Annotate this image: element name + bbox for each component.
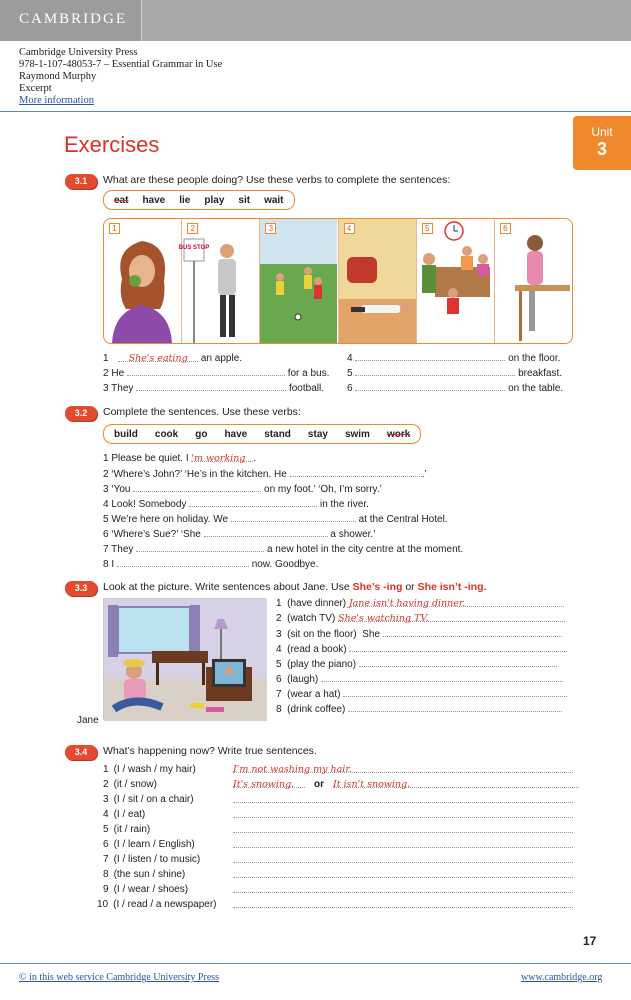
answer-blank[interactable] bbox=[127, 367, 285, 376]
line-number: 1 bbox=[103, 764, 109, 775]
picture-3 bbox=[260, 219, 338, 343]
ex1-line-1 bbox=[103, 352, 242, 364]
answer-blank[interactable] bbox=[233, 869, 573, 878]
ex2-line-4 bbox=[103, 498, 369, 510]
exercise-badge: 3.4 bbox=[65, 745, 97, 760]
sentence-text: on the floor. bbox=[508, 353, 561, 364]
ex4-line bbox=[103, 779, 411, 790]
answer-blank[interactable] bbox=[333, 779, 579, 788]
line-number: 2 bbox=[103, 368, 109, 379]
sample-answer: 'm working bbox=[191, 453, 246, 464]
ex4-line bbox=[103, 884, 188, 895]
verb-box bbox=[103, 424, 421, 444]
answer-blank[interactable] bbox=[233, 824, 573, 833]
prompt-text: (laugh) bbox=[287, 674, 319, 685]
answer-blank[interactable] bbox=[349, 643, 567, 652]
ex3-line-3 bbox=[276, 628, 562, 640]
page-title: Exercises bbox=[64, 132, 160, 157]
line-number: 5 bbox=[276, 659, 282, 670]
football-players-illustration bbox=[260, 219, 337, 343]
jane-scene-illustration bbox=[103, 598, 266, 720]
woman-sitting-on-table-illustration bbox=[495, 219, 572, 343]
line-number: 6 bbox=[103, 529, 109, 540]
ex2-line-3 bbox=[103, 483, 382, 495]
ex2-line-5 bbox=[103, 513, 448, 525]
ex1-line-5 bbox=[347, 367, 562, 379]
exercise-badge: 3.2 bbox=[65, 406, 97, 421]
line-number: 4 bbox=[347, 353, 353, 364]
line-number: 2 bbox=[103, 779, 109, 790]
more-information-link[interactable]: More information bbox=[19, 95, 94, 106]
sample-answer: She's watching TV. bbox=[338, 613, 429, 624]
line-number: 2 bbox=[276, 613, 282, 624]
sentence-text: ‘Where’s Sue?’ ‘She bbox=[111, 529, 201, 540]
picture-5 bbox=[417, 219, 495, 343]
line-number: 8 bbox=[276, 704, 282, 715]
author: Raymond Murphy bbox=[19, 71, 97, 82]
family-breakfast-illustration bbox=[417, 219, 494, 343]
sentence-text: We’re here on holiday. We bbox=[111, 514, 229, 525]
sentence-text: a shower.’ bbox=[330, 529, 376, 540]
line-number: 6 bbox=[276, 674, 282, 685]
ex4-line bbox=[103, 824, 150, 835]
sentence-text: on the table. bbox=[508, 383, 564, 394]
line-number: 3 bbox=[103, 383, 109, 394]
ex4-line bbox=[103, 764, 352, 775]
sentence-text: now. Goodbye. bbox=[251, 559, 319, 570]
prompt-text: (have dinner) bbox=[287, 598, 347, 609]
ex1-line-4 bbox=[347, 352, 560, 364]
answer-blank[interactable] bbox=[355, 382, 505, 391]
sentence-text: He bbox=[111, 368, 125, 379]
prompt-text: (sit on the floor) bbox=[287, 629, 357, 640]
line-number: 5 bbox=[347, 368, 353, 379]
verb-word: work bbox=[386, 428, 411, 440]
verb-word: stand bbox=[264, 428, 291, 440]
sample-answer: I'm not washing my hair. bbox=[233, 764, 352, 775]
living-room-picture bbox=[104, 599, 267, 721]
excerpt-label: Excerpt bbox=[19, 83, 52, 94]
exercise-badge: 3.1 bbox=[65, 174, 97, 189]
picture-2 bbox=[178, 219, 260, 343]
line-number: 8 bbox=[103, 869, 109, 880]
picture-number: 5 bbox=[422, 223, 433, 234]
line-number: 1 bbox=[103, 453, 109, 464]
ex4-line bbox=[103, 809, 145, 820]
question-text: or bbox=[402, 581, 418, 593]
sample-answer: She's eating bbox=[128, 353, 188, 364]
sentence-text: They bbox=[111, 544, 134, 555]
answer-blank[interactable] bbox=[343, 688, 567, 697]
answer-blank[interactable] bbox=[136, 382, 286, 391]
ex1-line-3 bbox=[103, 382, 324, 394]
answer-blank[interactable] bbox=[233, 764, 573, 773]
book-metadata bbox=[19, 47, 222, 107]
sentence-text: Look! Somebody bbox=[111, 499, 187, 510]
verb-word: wait bbox=[264, 194, 284, 206]
answer-blank[interactable] bbox=[355, 367, 515, 376]
line-number: 1 bbox=[276, 598, 282, 609]
ex4-line bbox=[103, 854, 200, 865]
ex3-line-4 bbox=[276, 643, 567, 655]
answer-blank[interactable] bbox=[231, 513, 356, 522]
copyright-link[interactable]: © in this web service Cambridge University Press bbox=[19, 972, 220, 983]
sentence-text: Please be quiet. I bbox=[111, 453, 189, 464]
ex2-line-8 bbox=[103, 558, 318, 570]
exercise-badge: 3.3 bbox=[65, 581, 97, 596]
ex4-line bbox=[103, 794, 194, 805]
answer-blank[interactable] bbox=[233, 794, 573, 803]
ex3-line-2 bbox=[276, 613, 565, 624]
cambridge-logo: CAMBRIDGE bbox=[0, 0, 142, 41]
sentence-text: ‘You bbox=[111, 484, 131, 495]
unit-label: Unit bbox=[591, 125, 613, 139]
sentence-text: in the river. bbox=[319, 499, 369, 510]
prompt-text: (read a book) bbox=[287, 644, 347, 655]
sentence-text: for a bus. bbox=[287, 368, 330, 379]
line-number: 6 bbox=[347, 383, 353, 394]
cambridge-website-link[interactable]: www.cambridge.org bbox=[521, 972, 603, 983]
sentence-text: on my foot.’ ‘Oh, I’m sorry.’ bbox=[264, 484, 382, 495]
sentence-text: . bbox=[253, 453, 257, 464]
sentence-text: ‘Where’s John?’ ‘He’s in the kitchen. He bbox=[111, 469, 287, 480]
picture-4 bbox=[339, 219, 417, 343]
answer-blank[interactable] bbox=[136, 543, 264, 552]
line-number: 5 bbox=[103, 824, 109, 835]
picture-strip bbox=[103, 218, 573, 344]
or-word: or bbox=[314, 779, 324, 790]
prompt-text: (I / read / a newspaper) bbox=[113, 899, 217, 910]
answer-blank[interactable] bbox=[233, 854, 573, 863]
ex1-line-6 bbox=[347, 382, 563, 394]
isbn-title: 978-1-107-48053-7 – Essential Grammar in Use bbox=[19, 59, 223, 70]
picture-number: 6 bbox=[500, 223, 511, 234]
sentence-text: at the Central Hotel. bbox=[358, 514, 448, 525]
verb-word: have bbox=[224, 428, 248, 440]
sentence-text: .’ bbox=[421, 469, 427, 480]
prompt-text: (I / wear / shoes) bbox=[113, 884, 189, 895]
ex4-line bbox=[103, 839, 195, 850]
ex3-line-1 bbox=[276, 598, 564, 609]
header-divider bbox=[0, 111, 631, 112]
line-number: 9 bbox=[103, 884, 109, 895]
picture-1 bbox=[104, 219, 182, 343]
line-number: 5 bbox=[103, 514, 109, 525]
prompt-text: (it / rain) bbox=[113, 824, 151, 835]
ex4-line bbox=[97, 899, 217, 910]
man-lying-on-floor-illustration bbox=[339, 219, 416, 343]
answer-blank[interactable] bbox=[383, 628, 562, 637]
line-number: 7 bbox=[276, 689, 282, 700]
sample-answer: It isn't snowing. bbox=[333, 779, 411, 790]
prompt-text: (I / listen / to music) bbox=[113, 854, 201, 865]
line-number: 3 bbox=[103, 794, 109, 805]
line-number: 6 bbox=[103, 839, 109, 850]
sentence-text: an apple. bbox=[200, 353, 243, 364]
prompt-text: (wear a hat) bbox=[287, 689, 341, 700]
prompt-text: (I / learn / English) bbox=[113, 839, 195, 850]
exercise-question: What are these people doing? Use these verbs to complete the sentences: bbox=[103, 174, 451, 186]
question-text: Look at the picture. Write sentences about Jane. Use bbox=[103, 581, 353, 593]
prompt-text: (I / eat) bbox=[113, 809, 146, 820]
prompt-text: (the sun / shine) bbox=[113, 869, 186, 880]
answer-blank[interactable] bbox=[233, 839, 573, 848]
question-highlight: She’s -ing bbox=[352, 581, 403, 593]
line-number: 4 bbox=[276, 644, 282, 655]
line-number: 7 bbox=[103, 544, 109, 555]
ex2-line-2 bbox=[103, 468, 427, 480]
prompt-text: (I / sit / on a chair) bbox=[113, 794, 194, 805]
answer-blank[interactable] bbox=[355, 352, 505, 361]
picture-number: 3 bbox=[265, 223, 276, 234]
verb-word: have bbox=[142, 194, 166, 206]
sentence-text: a new hotel in the city centre at the moment. bbox=[266, 544, 464, 555]
answer-blank[interactable] bbox=[204, 528, 328, 537]
answer-blank[interactable] bbox=[359, 658, 557, 667]
line-number: 3 bbox=[276, 629, 282, 640]
ex3-line-8 bbox=[276, 703, 562, 715]
answer-blank[interactable] bbox=[233, 899, 573, 908]
picture-number: 4 bbox=[344, 223, 355, 234]
answer-blank[interactable] bbox=[233, 779, 305, 788]
bus-stop-sign: BUS STOP bbox=[178, 245, 210, 251]
picture-number: 1 bbox=[109, 223, 120, 234]
ex2-line-1 bbox=[103, 453, 256, 464]
prompt-text: (play the piano) bbox=[287, 659, 357, 670]
line-number: 8 bbox=[103, 559, 109, 570]
verb-word: play bbox=[204, 194, 225, 206]
answer-blank[interactable] bbox=[233, 884, 573, 893]
answer-blank[interactable] bbox=[118, 353, 198, 362]
woman-eating-apple-illustration bbox=[104, 219, 181, 343]
answer-blank[interactable] bbox=[117, 558, 249, 567]
line-number: 7 bbox=[103, 854, 109, 865]
sample-answer: It's snowing. bbox=[233, 779, 295, 790]
verb-word: lie bbox=[179, 194, 191, 206]
verb-word: go bbox=[195, 428, 208, 440]
prompt-text: (watch TV) bbox=[287, 613, 336, 624]
sentence-text: football. bbox=[288, 383, 324, 394]
answer-blank[interactable] bbox=[191, 453, 253, 462]
answer-blank[interactable] bbox=[348, 703, 562, 712]
picture-6 bbox=[495, 219, 572, 343]
footer-divider bbox=[0, 963, 631, 964]
exercise-question bbox=[103, 581, 486, 593]
question-highlight: She isn’t -ing. bbox=[417, 581, 487, 593]
answer-blank[interactable] bbox=[189, 498, 317, 507]
sentence-text: She bbox=[362, 629, 380, 640]
answer-blank[interactable] bbox=[290, 468, 422, 477]
man-at-bus-stop-illustration bbox=[178, 219, 259, 343]
sentence-text: They bbox=[111, 383, 134, 394]
jane-label: Jane bbox=[77, 715, 99, 726]
unit-tab bbox=[573, 116, 631, 170]
verb-word: sit bbox=[238, 194, 251, 206]
prompt-text: (it / snow) bbox=[113, 779, 157, 790]
answer-blank[interactable] bbox=[133, 483, 261, 492]
ex3-line-7 bbox=[276, 688, 567, 700]
verb-word: swim bbox=[344, 428, 370, 440]
page-number: 17 bbox=[583, 934, 597, 948]
publisher: Cambridge University Press bbox=[19, 47, 138, 58]
exercise-question: Complete the sentences. Use these verbs: bbox=[103, 406, 301, 418]
ex4-line bbox=[103, 869, 185, 880]
ex3-line-5 bbox=[276, 658, 557, 670]
verb-box bbox=[103, 190, 295, 210]
sentence-text: I bbox=[111, 559, 115, 570]
prompt-text: (drink coffee) bbox=[287, 704, 346, 715]
line-number: 1 bbox=[103, 353, 109, 364]
ex2-line-7 bbox=[103, 543, 463, 555]
answer-blank[interactable] bbox=[233, 809, 573, 818]
line-number: 3 bbox=[103, 484, 109, 495]
sentence-text: breakfast. bbox=[518, 368, 563, 379]
sample-answer: Jane isn't having dinner. bbox=[348, 598, 466, 609]
answer-blank[interactable] bbox=[338, 613, 565, 622]
prompt-text: (I / wash / my hair) bbox=[113, 764, 196, 775]
verb-word: stay bbox=[307, 428, 328, 440]
answer-blank[interactable] bbox=[321, 673, 563, 682]
ex3-line-6 bbox=[276, 673, 563, 685]
verb-word: cook bbox=[154, 428, 179, 440]
picture-number: 2 bbox=[187, 223, 198, 234]
line-number: 2 bbox=[103, 469, 109, 480]
verb-word: build bbox=[114, 428, 138, 440]
exercise-question: What’s happening now? Write true sentences. bbox=[103, 745, 317, 757]
line-number: 4 bbox=[103, 809, 109, 820]
line-number: 4 bbox=[103, 499, 109, 510]
answer-blank[interactable] bbox=[349, 598, 564, 607]
line-number: 10 bbox=[97, 899, 109, 910]
ex2-line-6 bbox=[103, 528, 375, 540]
ex1-line-2 bbox=[103, 367, 329, 379]
verb-word: eat bbox=[114, 194, 129, 206]
unit-number: 3 bbox=[596, 139, 607, 159]
